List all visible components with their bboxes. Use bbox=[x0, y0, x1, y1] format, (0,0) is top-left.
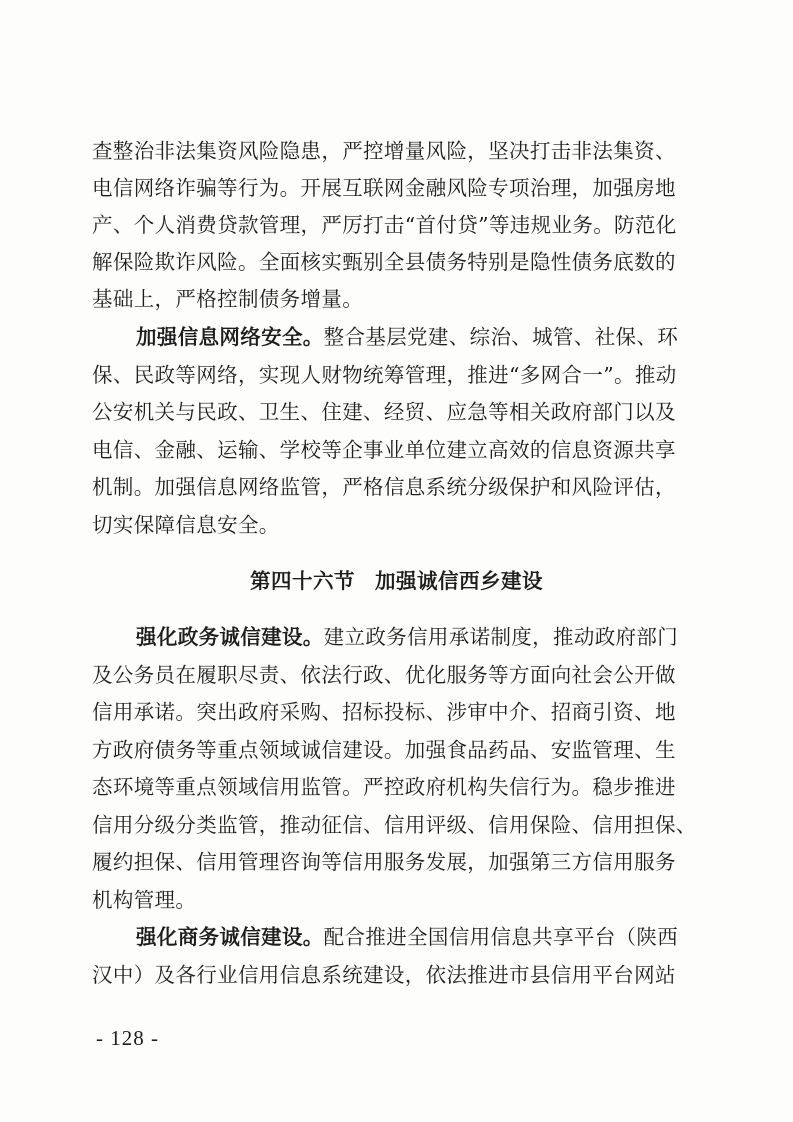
body-line: 保、民政等网络，实现人财物统筹管理，推进“多网合一”。推动 bbox=[92, 363, 677, 387]
body-line: 机构管理。 bbox=[92, 888, 197, 912]
paragraph-first-line bbox=[136, 623, 692, 651]
section-number: 第四十六节 bbox=[250, 569, 355, 593]
body-line: 汉中）及各行业信用信息系统建设，依法推进市县信用平台网站 bbox=[92, 963, 676, 987]
body-line: 公安机关与民政、卫生、住建、经贸、应急等相关政府部门以及 bbox=[92, 400, 676, 424]
paragraph-text: 配合推进全国信用信息共享平台（陕西 bbox=[323, 925, 679, 949]
body-line: 查整治非法集资风险隐患，严控增量风险，坚决打击非法集资、 bbox=[92, 139, 676, 163]
body-line: 电信网络诈骗等行为。开展互联网金融风险专项治理，加强房地 bbox=[92, 176, 676, 200]
paragraph-text: 整合基层党建、综治、城管、社保、环 bbox=[323, 325, 679, 349]
body-line: 基础上，严格控制债务增量。 bbox=[92, 287, 364, 311]
page-number: - 128 - bbox=[96, 1026, 159, 1050]
body-line: 履约担保、信用管理咨询等信用服务发展，加强第三方信用服务 bbox=[92, 850, 676, 874]
body-line: 电信、金融、运输、学校等企事业单位建立高效的信息资源共享 bbox=[92, 438, 676, 462]
section-title: 加强诚信西乡建设 bbox=[375, 569, 543, 593]
section-heading bbox=[0, 567, 793, 595]
paragraph-first-line bbox=[136, 323, 692, 351]
body-line: 及公务员在履职尽责、依法行政、优化服务等方面向社会公开做 bbox=[92, 663, 676, 687]
body-line: 切实保障信息安全。 bbox=[92, 513, 280, 537]
paragraph-text: 建立政务信用承诺制度，推动政府部门 bbox=[323, 625, 679, 649]
paragraph-first-line bbox=[136, 923, 692, 951]
body-line: 产、个人消费贷款管理，严厉打击“首付贷”等违规业务。防范化 bbox=[92, 213, 677, 237]
body-line: 信用分级分类监管，推动征信、信用评级、信用保险、信用担保、 bbox=[92, 813, 697, 837]
paragraph-lead: 加强信息网络安全。 bbox=[136, 325, 324, 349]
paragraph-lead: 强化商务诚信建设。 bbox=[136, 925, 324, 949]
paragraph-lead: 强化政务诚信建设。 bbox=[136, 625, 324, 649]
body-line: 信用承诺。突出政府采购、招标投标、涉审中介、招商引资、地 bbox=[92, 700, 676, 724]
body-line: 方政府债务等重点领域诚信建设。加强食品药品、安监管理、生 bbox=[92, 738, 676, 762]
body-line: 解保险欺诈风险。全面核实甄别全县债务特别是隐性债务底数的 bbox=[92, 250, 676, 274]
body-line: 机制。加强信息网络监管，严格信息系统分级保护和风险评估， bbox=[92, 475, 676, 499]
body-line: 态环境等重点领域信用监管。严控政府机构失信行为。稳步推进 bbox=[92, 775, 676, 799]
